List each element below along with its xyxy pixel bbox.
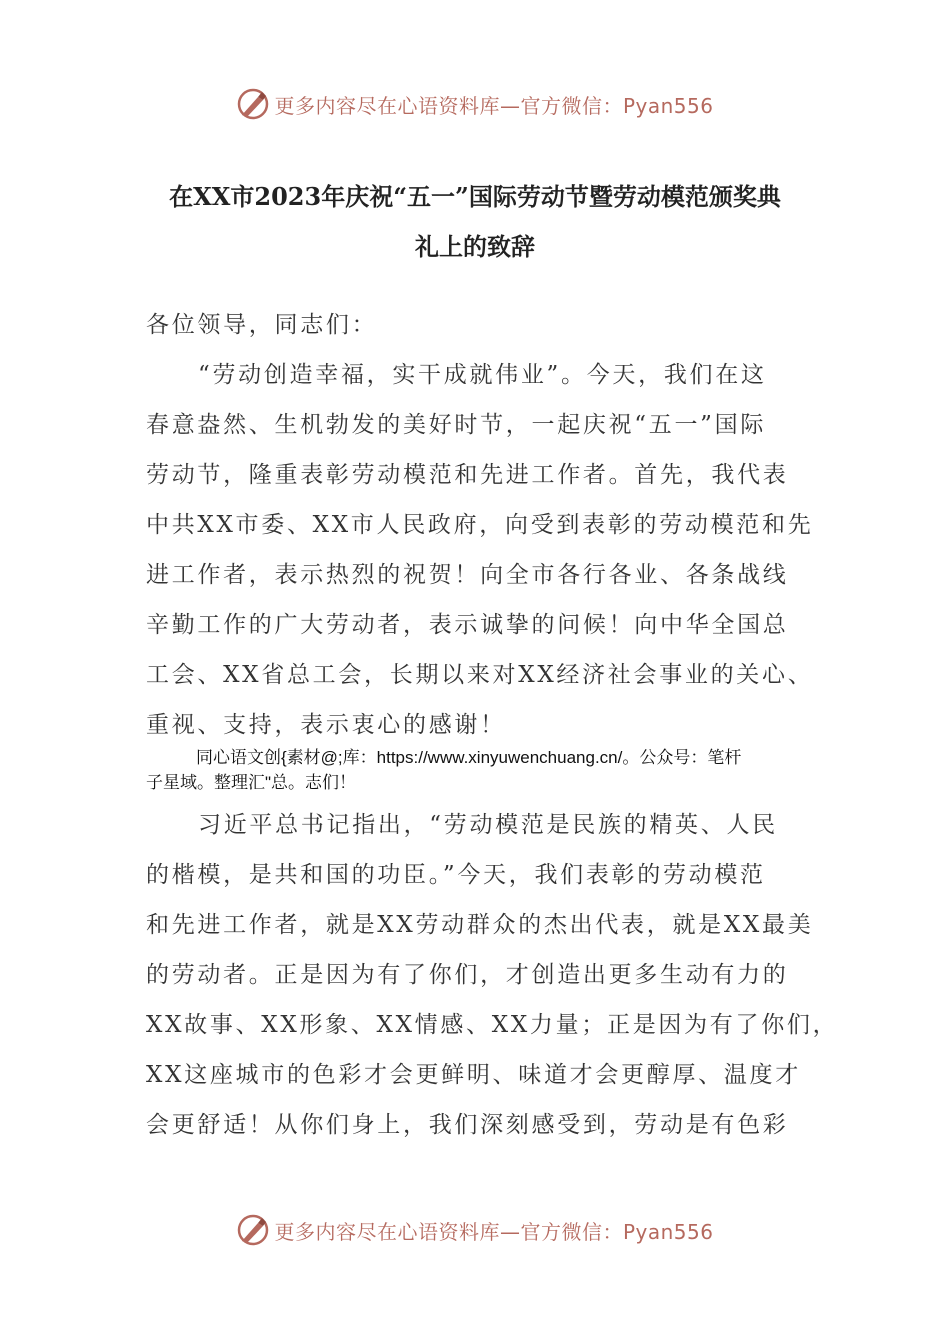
title-line: 礼上的致辞 — [415, 232, 535, 261]
paragraph2-line: 习近平总书记指出，“劳动模范是民族的精英、人民 — [198, 812, 778, 838]
pen-nib-logo-icon — [236, 1213, 270, 1247]
paragraph1-line: 工会、XX省总工会，长期以来对XX经济社会事业的关心、 — [146, 662, 814, 688]
source-note-line: 子星域。整理汇"总。志们！ — [146, 773, 357, 792]
paragraph1-line: 中共XX市委、XX市人民政府，向受到表彰的劳动模范和先 — [146, 512, 814, 538]
paragraph2-line: 的楷模，是共和国的功臣。”今天，我们表彰的劳动模范 — [146, 862, 766, 888]
document-title — [140, 172, 810, 272]
paragraph2-line: XX这座城市的色彩才会更鲜明、味道才会更醇厚、温度才 — [146, 1062, 801, 1088]
paragraph1-line: 劳动节，隆重表彰劳动模范和先进工作者。首先，我代表 — [146, 462, 789, 488]
paragraph2-line: 的劳动者。正是因为有了你们，才创造出更多生动有力的 — [146, 962, 789, 988]
paragraph1-line: “劳动创造幸福，实干成就伟业”。今天，我们在这 — [198, 362, 767, 388]
paragraph1-line: 进工作者，表示热烈的祝贺！向全市各行各业、各条战线 — [146, 562, 789, 588]
header-banner — [0, 84, 950, 124]
source-note-line: 同心语文创{素材@;库：https://www.xinyuwenchuang.cn/。公众号：笔杆 — [196, 748, 742, 767]
paragraph2-line: 和先进工作者，就是XX劳动群众的杰出代表，就是XX最美 — [146, 912, 814, 938]
paragraph1-line: 春意盎然、生机勃发的美好时节，一起庆祝“五一”国际 — [146, 412, 767, 438]
paragraph1-line: 辛勤工作的广大劳动者，表示诚挚的问候！向中华全国总 — [146, 612, 789, 638]
paragraph1-line: 重视、支持，表示衷心的感谢！ — [146, 712, 506, 738]
paragraph2-line: XX故事、XX形象、XX情感、XX力量；正是因为有了你们， — [146, 1012, 839, 1038]
footer-banner — [0, 1210, 950, 1250]
banner-text: 更多内容尽在心语资料库—官方微信：Pyan556 — [274, 1219, 714, 1244]
title-line: 在XX市2023年庆祝“五一”国际劳动节暨劳动模范颁奖典 — [169, 182, 781, 211]
paragraph2-line: 会更舒适！从你们身上，我们深刻感受到，劳动是有色彩 — [146, 1112, 789, 1138]
banner-text: 更多内容尽在心语资料库—官方微信：Pyan556 — [274, 93, 714, 118]
pen-nib-logo-icon — [236, 87, 270, 121]
salutation: 各位领导，同志们： — [146, 312, 378, 338]
